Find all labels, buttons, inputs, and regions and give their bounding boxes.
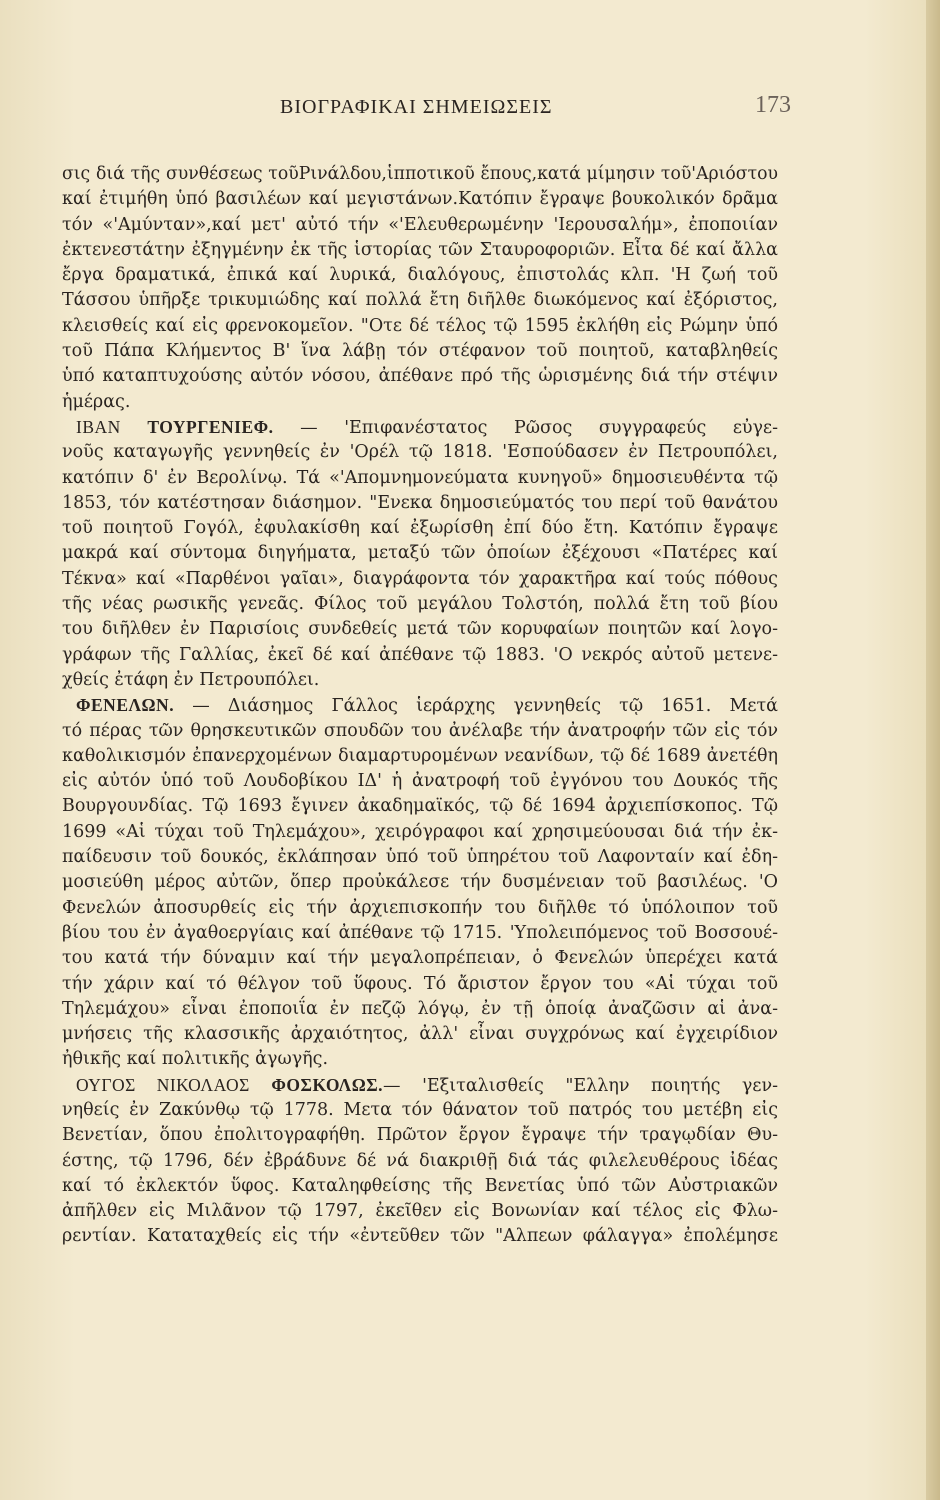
- entry-intro: — 'Εξιταλισθείς "Ελλην ποιητής γεν-: [383, 1075, 778, 1096]
- text-line: Τηλεμάχου» εἶναι ἐποποιΐα ἐν πεζῷ λόγῳ, ἐν τῇ ὁποίᾳ ἀναζῶσιν αἱ ἀνα-: [62, 998, 778, 1019]
- text-line: σις διά τῆς συνθέσεως τοῦΡινάλδου,ἱπποτικοῦ ἔπους,κατά μίμησιν τοῦ'Αριόστου: [62, 164, 778, 184]
- text-line: ἔργα δραματικά, ἐπικά καί λυρικά, διαλόγους, ἐπιστολάς κλπ. 'Η ζωή τοῦ: [62, 265, 778, 286]
- text-line: ὑπό καταπτυχούσης αὐτόν νόσου, ἀπέθανε πρό τῆς ὡρισμένης διά τήν στέψιν: [62, 366, 778, 387]
- text-line: τήν χάριν καί τό θέλγον τοῦ ὕφους. Τό ἄριστον ἔργον του «Αἱ τύχαι τοῦ: [62, 973, 778, 994]
- text-line: μοσιεύθη μέρος αὐτῶν, ὅπερ προὐκάλεσε τήν δυσμένειαν τοῦ βασιλέως. 'Ο: [62, 872, 778, 893]
- text-line: κατόπιν δ' ἐν Βερολίνῳ. Τά «'Απομνημονεύματα κυνηγοῦ» δημοσιευθέντα τῷ: [62, 467, 778, 488]
- page-number: 173: [755, 92, 791, 118]
- text-line: παίδευσιν τοῦ δουκός, ἐκλάπησαν ὑπό τοῦ ὑπηρέτου τοῦ Λαφονταίν καί ἐδη-: [62, 847, 778, 868]
- text-line: ἐκτενεστάτην ἐξηγμένην ἐκ τῆς ἱστορίας τῶν Σταυροφοριῶν. Εἶτα δέ καί ἄλλα: [62, 239, 778, 260]
- entry-name-first: ΙΒΑΝ: [76, 416, 121, 437]
- text-line: τῆς νέας ρωσικῆς γενεᾶς. Φίλος τοῦ μεγάλου Τολστόη, πολλά ἔτη τοῦ βίου: [62, 594, 778, 615]
- entry-intro: — Διάσημος Γάλλος ἱεράρχης γεννηθείς τῷ 1651. Μετά: [192, 696, 778, 717]
- text-line: τόν «'Αμύνταν»,καί μετ' αὐτό τήν «'Ελευθερωμένην 'Ιερουσαλήμ», ἐποποιίαν: [62, 214, 778, 235]
- text-line: του διῆλθεν ἐν Παρισίοις συνδεθείς μετά τῶν κορυφαίων ποιητῶν καί λογο-: [62, 619, 778, 640]
- entry-name-first: ΟΥΓΟΣ ΝΙΚΟΛΑΟΣ: [76, 1074, 250, 1095]
- running-title: ΒΙΟΓΡΑΦΙΚΑΙ ΣΗΜΕΙΩΣΕΙΣ: [280, 96, 553, 118]
- text-line: ἡμέρας.: [62, 391, 131, 412]
- text-line: νηθείς ἐν Ζακύνθῳ τῷ 1778. Μετα τόν θάνατον τοῦ πατρός του μετέβη εἰς: [62, 1099, 778, 1120]
- text-line: χθείς ἐτάφη ἐν Πετρουπόλει.: [62, 669, 320, 690]
- text-line: καί τό ἐκλεκτόν ὕφος. Καταληφθείσης τῆς Βενετίας ὑπό τῶν Αὐστριακῶν: [62, 1175, 778, 1196]
- page-edge-shadow: [926, 0, 940, 1500]
- page-header: [0, 92, 940, 126]
- text-line: τό πέρας τῶν θρησκευτικῶν σπουδῶν του ἀνέλαβε τήν ἀνατροφήν τῶν εἰς τόν: [62, 720, 778, 741]
- text-line: τοῦ ποιητοῦ Γογόλ, ἐφυλακίσθη καί ἐξωρίσθη ἐπί δύο ἔτη. Κατόπιν ἔγραψε: [62, 518, 778, 539]
- text-line: εἰς αὐτόν ὑπό τοῦ Λουδοβίκου ΙΔ' ἡ ἀνατροφή τοῦ ἐγγόνου του Δουκός τῆς: [62, 771, 778, 792]
- text-line: του κατά τήν δύναμιν καί τήν μεγαλοπρέπειαν, ὁ Φενελών ὑπερέχει κατά: [62, 948, 778, 969]
- text-line: έστης, τῷ 1796, δέν ἐβράδυνε δέ νά διακριθῇ διά τάς φιλελευθέρους ἰδέας: [62, 1150, 778, 1171]
- text-line: Φενελών ἀποσυρθείς εἰς τήν ἀρχιεπισκοπήν του διῆλθε τό ὑπόλοιπον τοῦ: [62, 897, 778, 918]
- entry-name: ΦΟΣΚΟΛΩΣ.: [271, 1074, 384, 1095]
- entry-name: ΦΕΝΕΛΩΝ.: [76, 695, 175, 716]
- text-line: μνήσεις τῆς κλασσικῆς ἀρχαιότητος, ἀλλ' εἶναι συγχρόνως καί ἐγχειρίδιον: [62, 1024, 778, 1045]
- body-text: [62, 162, 778, 1250]
- text-line: νοῦς καταγωγῆς γεννηθείς ἐν 'Ορέλ τῷ 1818. 'Εσπούδασεν ἐν Πετρουπόλει,: [62, 442, 778, 463]
- text-line: καθολικισμόν ἐπανερχομένων διαμαρτυρομένων νεανίδων, τῷ δέ 1689 ἀνετέθη: [62, 745, 778, 766]
- text-line: καί ἐτιμήθη ὑπό βασιλέων καί μεγιστάνων.Κατόπιν ἔγραψε βουκολικόν δρᾶμα: [62, 189, 778, 210]
- entry-heading-line: [62, 693, 778, 718]
- entry-intro: — 'Επιφανέστατος Ρῶσος συγγραφεύς εὐγε-: [300, 417, 778, 438]
- text-line: Τάσσου ὑπῆρξε τρικυμιώδης καί πολλά ἔτη διῆλθε διωκόμενος καί ἐξόριστος,: [62, 290, 778, 311]
- entry-heading-line: [62, 1073, 778, 1098]
- text-line: Τέκνα» καί «Παρθένοι γαῖαι», διαγράφοντα τόν χαρακτῆρα καί τούς πόθους: [62, 568, 778, 589]
- text-line: 1853, τόν κατέστησαν διάσημον. "Ενεκα δημοσιεύματός του περί τοῦ θανάτου: [62, 492, 778, 513]
- text-line: κλεισθείς καί εἰς φρενοκομεῖον. "Οτε δέ τέλος τῷ 1595 ἐκλήθη εἰς Ρώμην ὑπό: [62, 315, 778, 336]
- text-line: ἠθικῆς καί πολιτικῆς ἀγωγῆς.: [62, 1049, 329, 1070]
- text-line: ρεντίαν. Καταταχθείς εἰς τήν «ἐντεῦθεν τῶν "Αλπεων φάλαγγα» ἐπολέμησε: [62, 1226, 778, 1247]
- text-line: βίου του ἐν ἀγαθοεργίαις καί ἀπέθανε τῷ 1715. 'Υπολειπόμενος τοῦ Βοσσουέ-: [62, 922, 778, 943]
- text-line: μακρά καί σύντομα διηγήματα, μεταξύ τῶν ὁποίων ἐξέχουσι «Πατέρες καί: [62, 543, 778, 564]
- text-line: 1699 «Αἱ τύχαι τοῦ Τηλεμάχου», χειρόγραφοι καί χρησιμεύουσαι διά τήν ἐκ-: [62, 821, 778, 842]
- text-line: τοῦ Πάπα Κλήμεντος Β' ἵνα λάβῃ τόν στέφανον τοῦ ποιητοῦ, καταβληθείς: [62, 341, 778, 362]
- text-line: γράφων τῆς Γαλλίας, ἐκεῖ δέ καί ἀπέθανε τῷ 1883. 'Ο νεκρός αὐτοῦ μετενε-: [62, 644, 778, 665]
- text-line: ἀπῆλθεν εἰς Μιλᾶνον τῷ 1797, ἐκεῖθεν εἰς Βονωνίαν καί τέλος εἰς Φλω-: [62, 1201, 778, 1222]
- entry-name: ΤΟΥΡΓΕΝΙΕΦ.: [147, 416, 274, 437]
- text-line: Βουργουνδίας. Τῷ 1693 ἔγινεν ἀκαδημαϊκός, τῷ δέ 1694 ἀρχιεπίσκοπος. Τῷ: [62, 796, 778, 817]
- text-line: Βενετίαν, ὅπου ἐπολιτογραφήθη. Πρῶτον ἔργον ἔγραψε τήν τραγῳδίαν Θυ-: [62, 1125, 778, 1146]
- entry-heading-line: [62, 415, 778, 440]
